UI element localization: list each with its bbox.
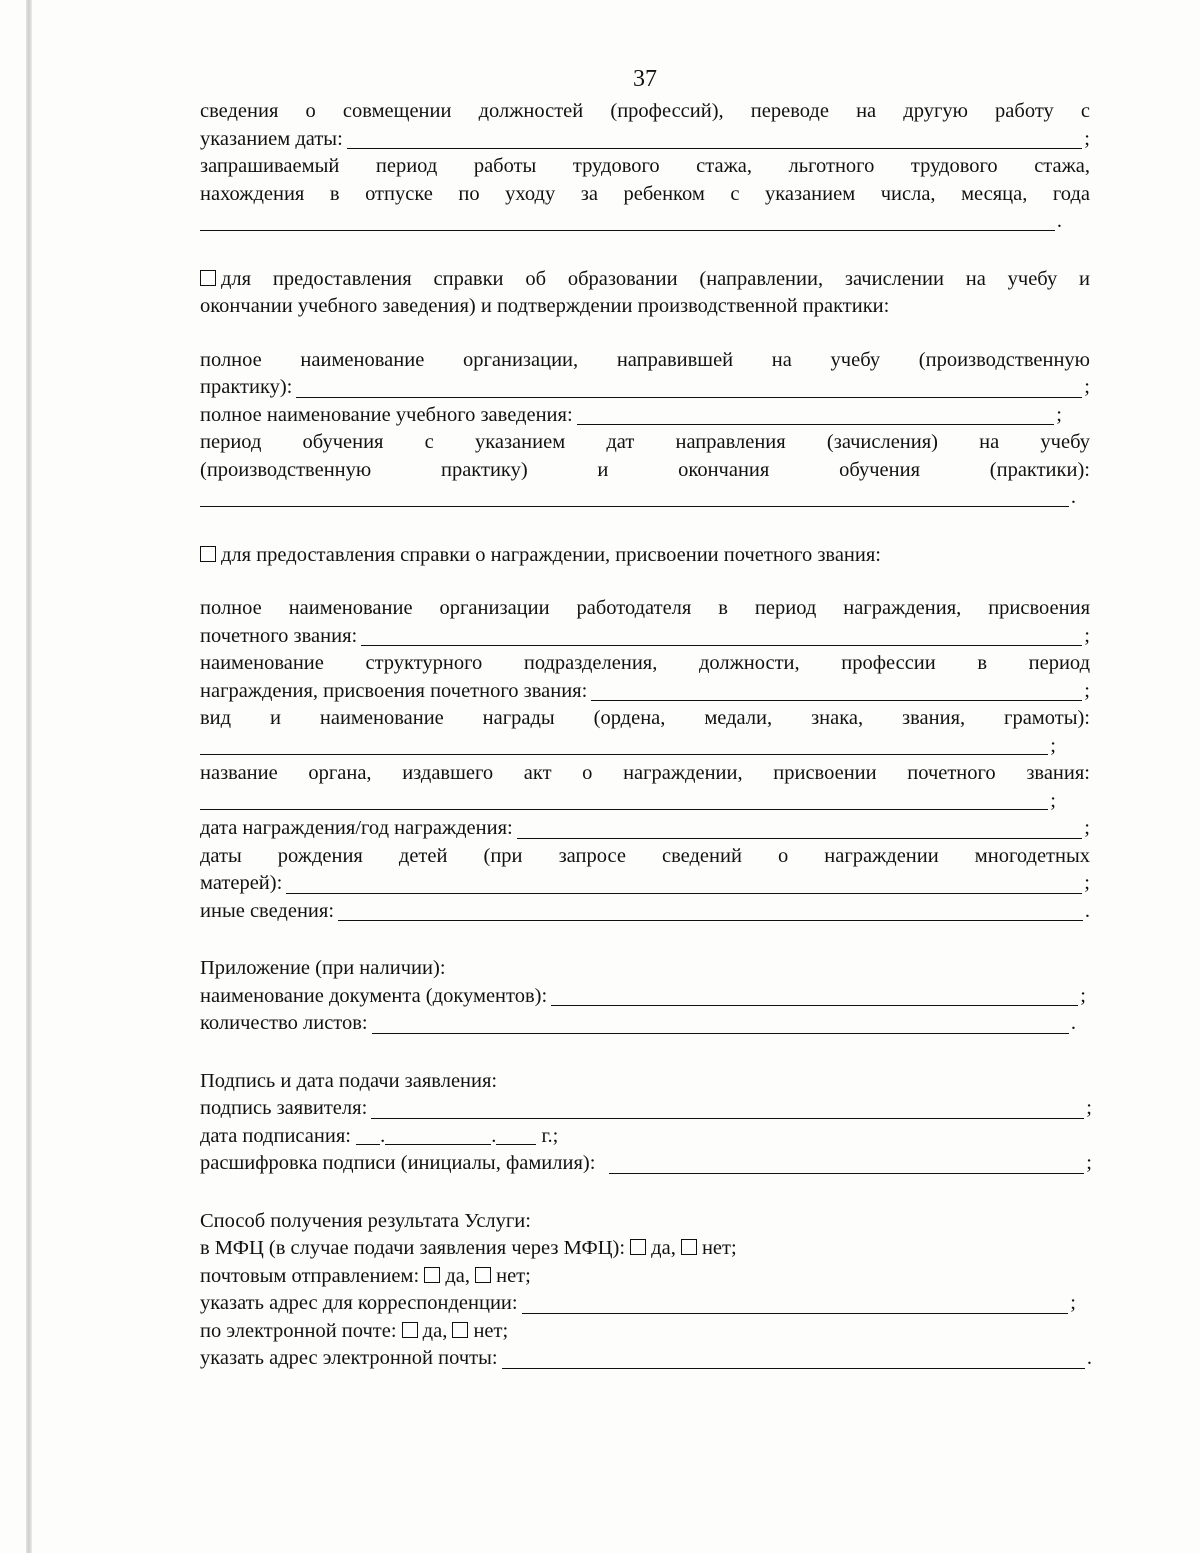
children-birthdates-text: даты рождения детей (при запросе сведений о награждении многодетных (200, 844, 1090, 867)
field-label: указать адрес для корреспонденции: (200, 1292, 518, 1314)
blank-line[interactable] (347, 128, 1083, 149)
blank-line[interactable] (200, 506, 1069, 507)
scan-page-edge (26, 0, 32, 1553)
blank-line[interactable] (286, 873, 1082, 894)
children-birthdates-field[interactable]: матерей): ; (200, 870, 1090, 898)
day-blank[interactable] (356, 1125, 380, 1145)
department-field[interactable]: награждения, присвоения почетного звания: ; (200, 678, 1090, 706)
combining-positions-text: сведения о совмещении должностей (профессий), переводе на другую работу с (200, 100, 1090, 122)
result-method-title: Способ получения результата Услуги: (200, 1209, 531, 1232)
field-label: указанием даты: (200, 127, 343, 150)
signature-title: Подпись и дата подачи заявления: (200, 1069, 498, 1092)
form-content (200, 98, 1090, 1373)
option-label: для предоставления справки об образовании (направлении, зачислении на учебу и (221, 267, 1090, 290)
other-info-field[interactable]: иные сведения: . (200, 898, 1090, 926)
blank-line[interactable] (338, 900, 1083, 921)
mfc-yes-checkbox[interactable] (630, 1239, 646, 1255)
field-label: матерей): (200, 872, 283, 894)
page-number: 37 (633, 66, 657, 92)
blank-line[interactable] (200, 809, 1048, 810)
employer-org-field[interactable]: почетного звания: ; (200, 623, 1090, 651)
award-type-blank-field[interactable]: ; (200, 733, 1056, 761)
blank-line[interactable] (361, 625, 1082, 646)
blank-line[interactable] (296, 377, 1082, 398)
issuing-body-blank-field[interactable]: ; (200, 788, 1056, 816)
blank-line[interactable] (502, 1348, 1085, 1369)
blank-line[interactable] (371, 1098, 1084, 1119)
study-period-text-2: (производственную практику) и окончания обучения (практики): (200, 458, 1090, 481)
mfc-option-row: в МФЦ (в случае подачи заявления через МФЦ): да, нет; (200, 1237, 737, 1259)
field-label: подпись заявителя: (200, 1097, 368, 1119)
option-label: для предоставления справки о награждении, присвоении почетного звания: (221, 543, 881, 566)
field-label: полное наименование учебного заведения: (200, 403, 573, 426)
study-period-blank-field[interactable]: . (200, 484, 1076, 512)
award-certificate-option[interactable] (200, 542, 1090, 570)
post-option-row: почтовым отправлением: да, нет; (200, 1264, 531, 1287)
field-label: наименование документа (документов): (200, 984, 548, 1007)
education-option-continued: окончании учебного заведения) и подтверждении производственной практики: (200, 295, 890, 317)
email-no-checkbox[interactable] (452, 1322, 468, 1338)
email-yes-checkbox[interactable] (402, 1322, 418, 1338)
leave-period-text: нахождения в отпуске по уходу за ребенком с указанием числа, месяца, года (200, 182, 1090, 205)
transfer-dates-field[interactable]: указанием даты: ; (200, 126, 1090, 154)
post-no-checkbox[interactable] (475, 1267, 491, 1283)
field-label: расшифровка подписи (инициалы, фамилия): (200, 1152, 596, 1174)
blank-line[interactable] (609, 1153, 1084, 1174)
applicant-signature-field[interactable]: подпись заявителя: ; (200, 1095, 1092, 1123)
employer-org-text: полное наименование организации работодателя в период награждения, присвоения (200, 597, 1090, 619)
blank-line[interactable] (522, 1293, 1069, 1314)
field-label: дата подписания: (200, 1124, 351, 1147)
field-label: в МФЦ (в случае подачи заявления через МФЦ): (200, 1237, 626, 1259)
mail-address-field[interactable]: указать адрес для корреспонденции: ; (200, 1290, 1076, 1318)
field-label: почетного звания: (200, 624, 358, 647)
requested-period-text: запрашиваемый период работы трудового стажа, льготного трудового стажа, (200, 155, 1090, 177)
education-checkbox[interactable] (200, 270, 216, 286)
sheet-count-field[interactable]: количество листов: . (200, 1010, 1076, 1038)
field-label: иные сведения: (200, 899, 335, 922)
blank-line[interactable] (200, 230, 1055, 231)
sending-organization-field[interactable]: практику): ; (200, 374, 1090, 402)
award-type-text: вид и наименование награды (ордена, медали, знака, звания, грамоты): (200, 707, 1090, 729)
email-address-field[interactable]: указать адрес электронной почты: . (200, 1345, 1092, 1373)
field-label: практику): (200, 376, 293, 398)
blank-line[interactable] (591, 680, 1082, 701)
signing-date-field[interactable]: дата подписания: . . г.; (200, 1124, 559, 1147)
field-label: по электронной почте: (200, 1319, 397, 1342)
field-label: количество листов: (200, 1012, 368, 1034)
signature-decode-field[interactable]: расшифровка подписи (инициалы, фамилия): ; (200, 1150, 1092, 1178)
department-text: наименование структурного подразделения, должности, профессии в период (200, 652, 1090, 674)
award-date-field[interactable]: дата награждения/год награждения: ; (200, 815, 1090, 843)
issuing-body-text: название органа, издавшего акт о награждении, присвоении почетного звания: (200, 762, 1090, 784)
mfc-no-checkbox[interactable] (681, 1239, 697, 1255)
field-label: дата награждения/год награждения: (200, 817, 513, 839)
document-name-field[interactable]: наименование документа (документов): ; (200, 983, 1086, 1011)
period-blank-field[interactable]: . (200, 208, 1062, 236)
blank-line[interactable] (372, 1013, 1069, 1034)
study-period-text: период обучения с указанием дат направления (зачисления) на учебу (200, 431, 1090, 453)
sending-organization-text: полное наименование организации, направившей на учебу (производственную (200, 348, 1090, 371)
blank-line[interactable] (517, 818, 1083, 839)
post-yes-checkbox[interactable] (424, 1267, 440, 1283)
year-blank[interactable] (496, 1125, 536, 1145)
month-blank[interactable] (385, 1125, 491, 1145)
blank-line[interactable] (200, 754, 1048, 755)
email-option-row: по электронной почте: да, нет; (200, 1319, 509, 1342)
education-certificate-option[interactable] (200, 266, 1090, 294)
blank-line[interactable] (551, 985, 1078, 1006)
award-checkbox[interactable] (200, 546, 216, 562)
field-label: почтовым отправлением: (200, 1264, 420, 1287)
school-name-field[interactable]: полное наименование учебного заведения: ; (200, 402, 1062, 430)
field-label: указать адрес электронной почты: (200, 1347, 498, 1369)
attachment-title: Приложение (при наличии): (200, 957, 446, 979)
field-label: награждения, присвоения почетного звания: (200, 679, 588, 702)
blank-line[interactable] (577, 404, 1055, 425)
